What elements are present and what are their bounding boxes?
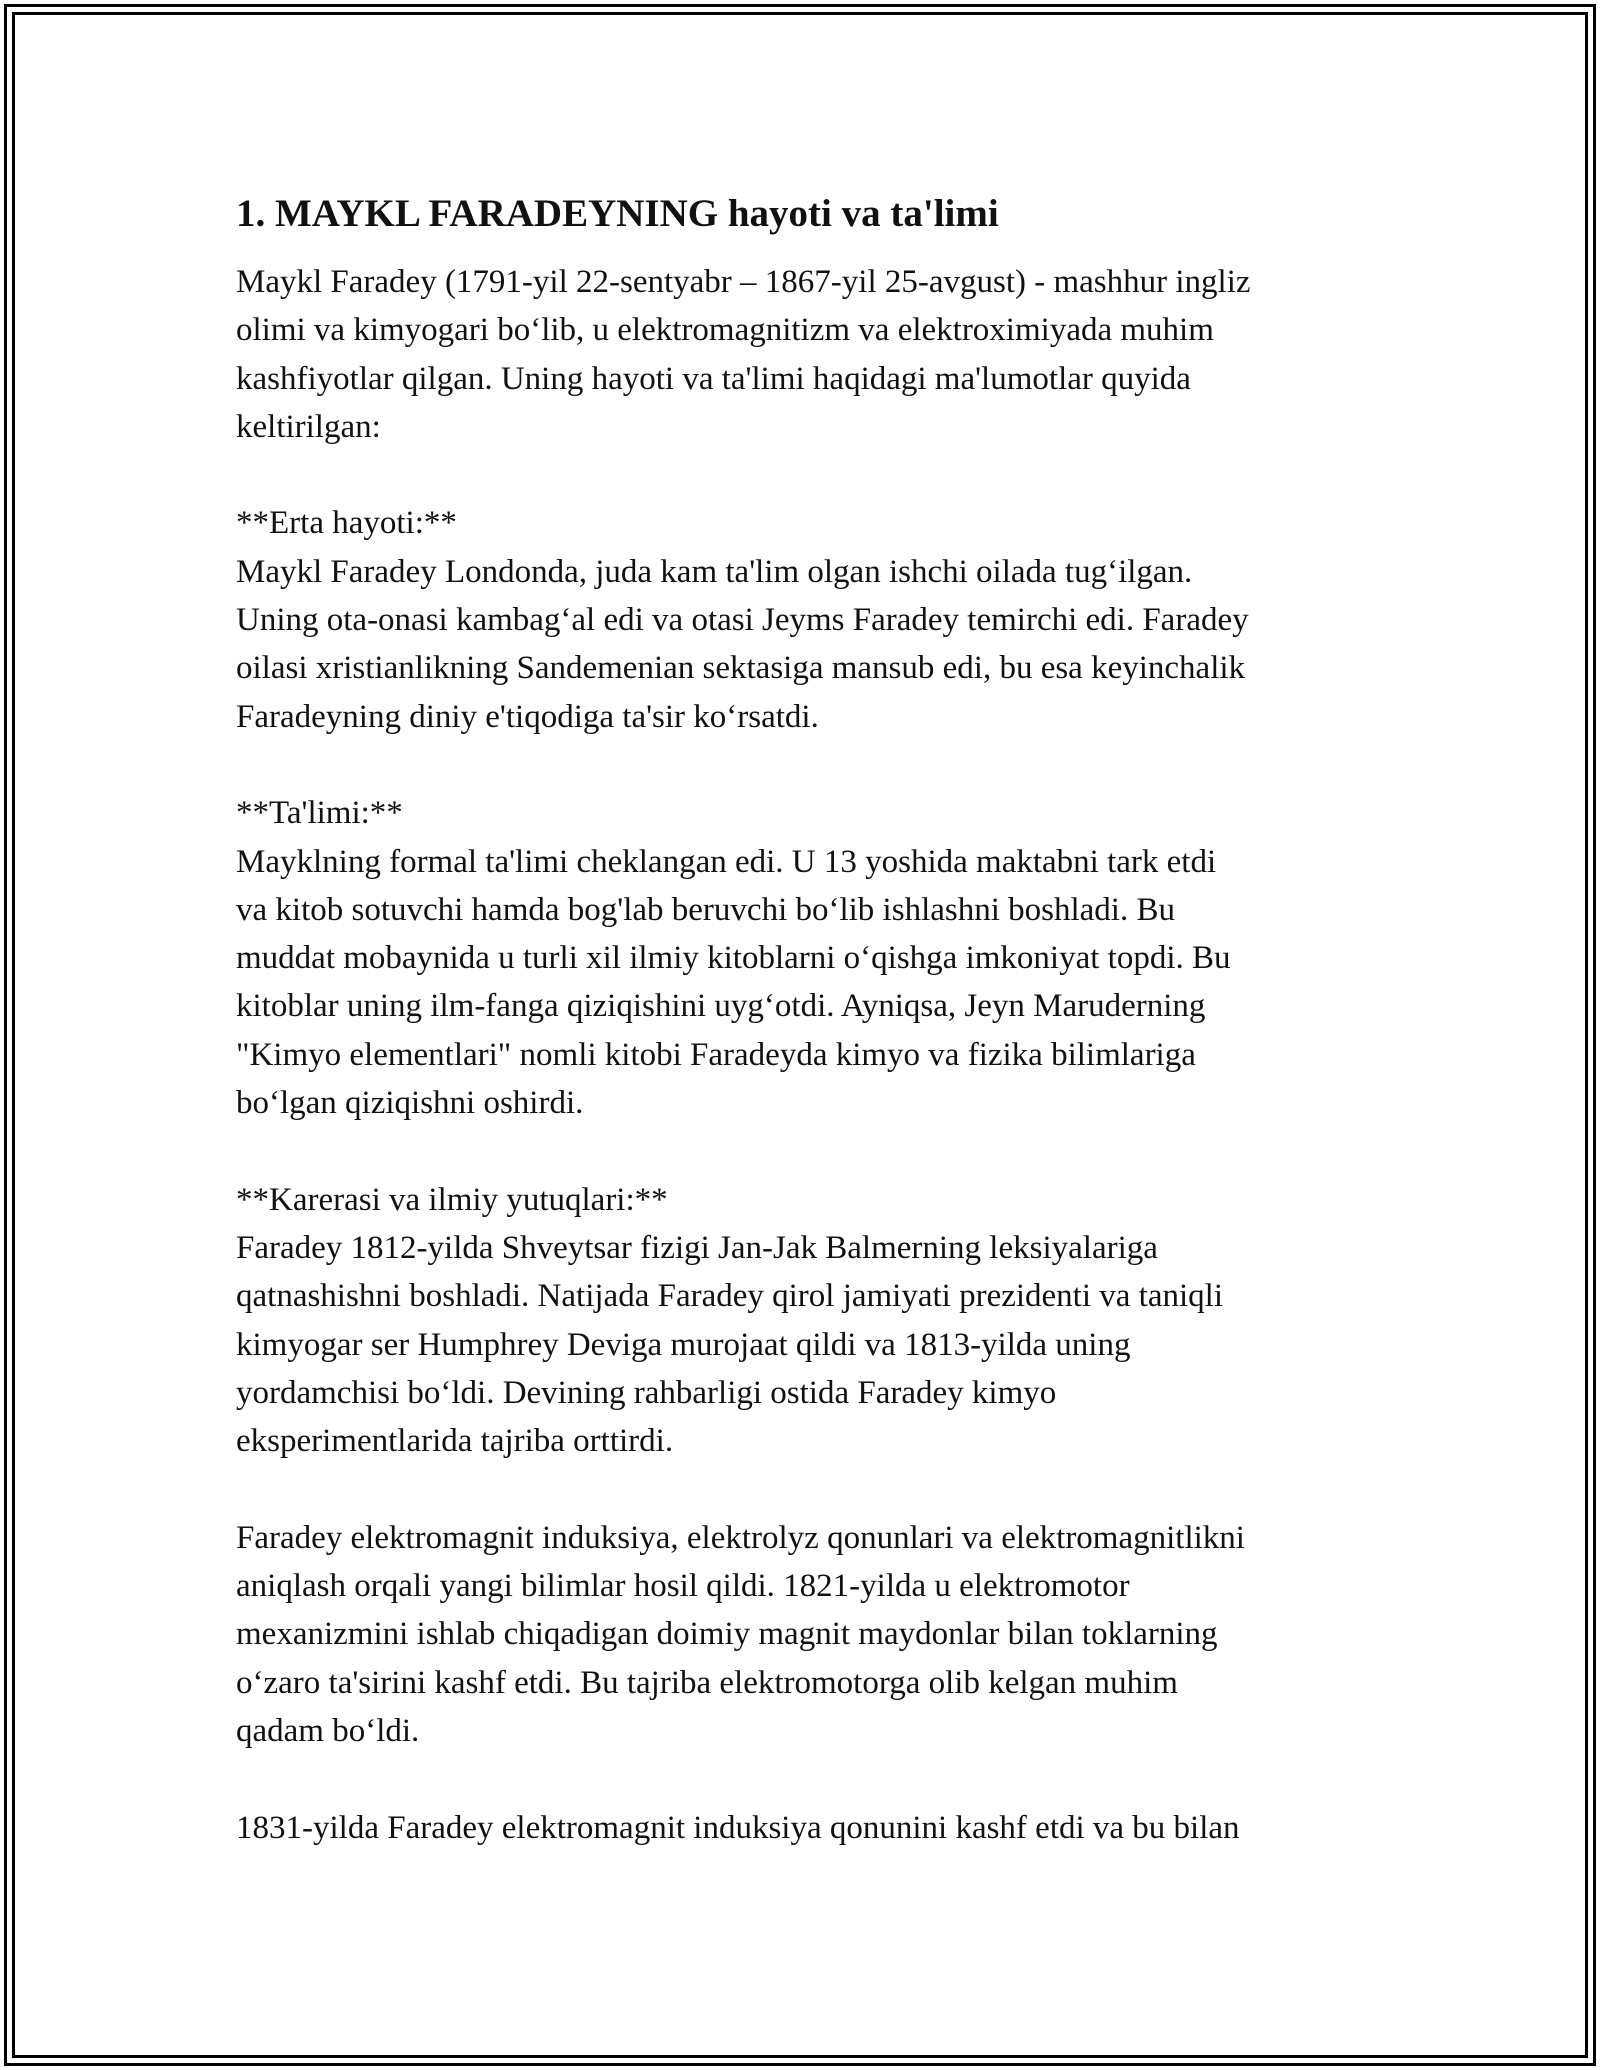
text-line: 1831-yilda Faradey elektromagnit induksiya qonunini kashf etdi va bu bilan (236, 1809, 1240, 1846)
text-line: Maykl Faradey (1791-yil 22-sentyabr – 1867-yil 25-avgust) - mashhur ingliz (236, 264, 1251, 300)
section-title-talimi: **Ta'limi:** (236, 795, 403, 832)
text-line: Uning ota-onasi kambag‘al edi va otasi Jeyms Faradey temirchi edi. Faradey (236, 602, 1249, 639)
text-line: va kitob sotuvchi hamda bog'lab beruvchi bo‘lib ishlashni boshladi. Bu (236, 891, 1175, 928)
text-line: oilasi xristianlikning Sandemenian sektasiga mansub edi, bu esa keyinchalik (236, 650, 1246, 687)
text-line: eksperimentlarida tajriba orttirdi. (236, 1423, 674, 1460)
text-line: Faradey 1812-yilda Shveytsar fizigi Jan-Jak Balmerning leksiyalariga (236, 1229, 1158, 1266)
text-line: mexanizmini ishlab chiqadigan doimiy magnit maydonlar bilan toklarning (236, 1616, 1218, 1653)
text-line: aniqlash orqali yangi bilimlar hosil qildi. 1821-yilda u elektromotor (236, 1568, 1130, 1605)
blank-line (236, 451, 1386, 499)
document-heading: 1. MAYKL FARADEYNING hayoti va ta'limi (236, 192, 999, 235)
text-line: yordamchisi bo‘ldi. Devining rahbarligi ostida Faradey kimyo (236, 1374, 1057, 1411)
text-line: qatnashishni boshladi. Natijada Faradey qirol jamiyati prezidenti va taniqli (236, 1278, 1223, 1315)
blank-line (236, 1127, 1386, 1175)
text-line: olimi va kimyogari bo‘lib, u elektromagnitizm va elektroximiyada muhim (236, 312, 1214, 349)
section-title-erta-hayoti: **Erta hayoti:** (236, 505, 457, 542)
document-body (236, 186, 1386, 1852)
text-line: "Kimyo elementlari" nomli kitobi Faradeyda kimyo va fizika bilimlariga (236, 1036, 1196, 1073)
blank-line (236, 741, 1386, 789)
section-title-karerasi: **Karerasi va ilmiy yutuqlari:** (236, 1181, 668, 1218)
text-line: Faradey elektromagnit induksiya, elektrolyz qonunlari va elektromagnitlikni (236, 1519, 1245, 1556)
text-line: qadam bo‘ldi. (236, 1712, 420, 1749)
text-line: keltirilgan: (236, 408, 381, 445)
blank-line (236, 1755, 1386, 1803)
document-text (236, 258, 1386, 1852)
text-line: kashfiyotlar qilgan. Uning hayoti va ta'limi haqidagi ma'lumotlar quyida (236, 360, 1191, 397)
text-line: bo‘lgan qiziqishni oshirdi. (236, 1085, 584, 1122)
text-line: o‘zaro ta'sirini kashf etdi. Bu tajriba elektromotorga olib kelgan muhim (236, 1664, 1178, 1701)
blank-line (236, 1465, 1386, 1513)
text-line: Faradeyning diniy e'tiqodiga ta'sir ko‘rsatdi. (236, 698, 819, 735)
text-line: Maykl Faradey Londonda, juda kam ta'lim olgan ishchi oilada tug‘ilgan. (236, 553, 1193, 590)
text-line: kitoblar uning ilm-fanga qiziqishini uyg‘otdi. Ayniqsa, Jeyn Maruderning (236, 988, 1206, 1025)
text-line: muddat mobaynida u turli xil ilmiy kitoblarni o‘qishga imkoniyat topdi. Bu (236, 940, 1231, 977)
text-line: Mayklning formal ta'limi cheklangan edi. U 13 yoshida maktabni tark etdi (236, 843, 1217, 880)
text-line: kimyogar ser Humphrey Deviga murojaat qildi va 1813-yilda uning (236, 1326, 1131, 1363)
